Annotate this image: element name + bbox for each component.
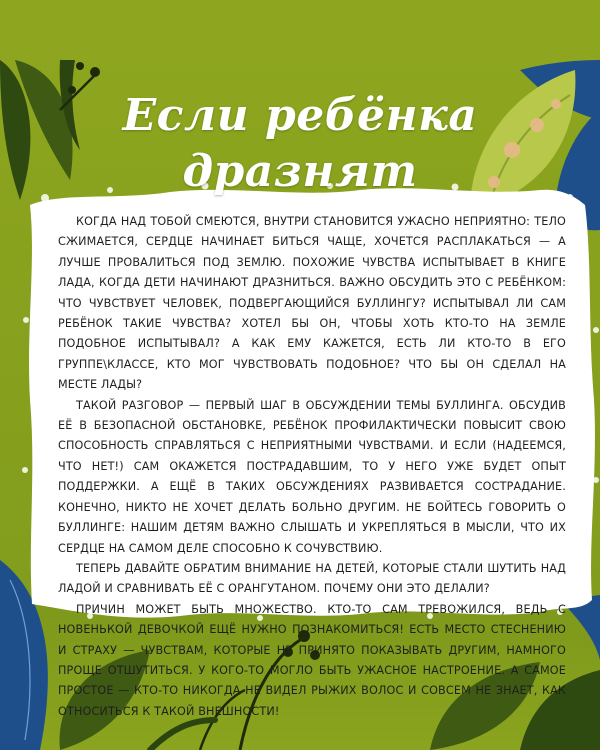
paragraph: КОГДА НАД ТОБОЙ СМЕЮТСЯ, ВНУТРИ СТАНОВИТСЯ УЖАСНО НЕПРИЯТНО: ТЕЛО СЖИМАЕТСЯ, СЕРДЦЕ НАЧИНАЕТ БИТЬСЯ ЧАЩЕ, ХОЧЕТСЯ РАСПЛАКАТЬСЯ — А ЛУЧШЕ ПРОВАЛИТЬСЯ ПОД ЗЕМЛЮ. ПОХОЖИЕ ЧУВСТВА ИСПЫТЫВАЕТ В КНИГЕ ЛАДА, КОГДА ДЕТИ НАЧИНАЮТ ДРАЗНИТЬСЯ. ВАЖНО ОБСУДИТЬ ЭТО С РЕБЁНКОМ: ЧТО ЧУВСТВУЕТ ЧЕЛОВЕК, ПОДВЕРГАЮЩИЙСЯ БУЛЛИНГУ? ИСПЫТЫВАЛ ЛИ САМ РЕБЁНОК ТАКИЕ ЧУВСТВА? ХОТЕЛ БЫ ОН, ЧТОБЫ ХОТЬ КТО-ТО НА ЗЕМЛЕ ПОДОБНОЕ ИСПЫТЫВАЛ? А КАК ЕМУ КАЖЕТСЯ, ЕСТЬ ЛИ КТО-ТО В ЕГО ГРУППЕ\КЛАССЕ, КТО МОГ ЧУВСТВОВАТЬ ПОДОБНОЕ? ЧТО БЫ ОН СДЕЛАЛ НА МЕСТЕ ЛАДЫ? [58,215,566,392]
paragraph: ТЕПЕРЬ ДАВАЙТЕ ОБРАТИМ ВНИМАНИЕ НА ДЕТЕЙ, КОТОРЫЕ СТАЛИ ШУТИТЬ НАД ЛАДОЙ И СРАВНИВАТЬ ЕЁ С ОРАНГУТАНОМ. ПОЧЕМУ ОНИ ЭТО ДЕЛАЛИ? [58,561,566,596]
page-title: Если ребёнка дразнят [122,90,478,197]
text-block [58,212,566,722]
paragraph: ПРИЧИН МОЖЕТ БЫТЬ МНОЖЕСТВО. КТО-ТО САМ ТРЕВОЖИЛСЯ, ВЕДЬ С НОВЕНЬКОЙ ДЕВОЧКОЙ ЕЩЁ НУЖНО ПОЗНАКОМИТЬСЯ! ЕСТЬ МЕСТО СТЕСНЕНИЮ И СТРАХУ — ЧУВСТВАМ, КОТОРЫЕ НЕ ПРИНЯТО ПОКАЗЫВАТЬ ДРУГИМ, НАМНОГО ПРОЩЕ ОТШУТИТЬСЯ. У КОГО-ТО МОГЛО БЫТЬ УЖАСНОЕ НАСТРОЕНИЕ. А САМОЕ ПРОСТОЕ — КТО-ТО НИКОГДА НЕ ВИДЕЛ РЫЖИХ ВОЛОС И СОВСЕМ НЕ ЗНАЕТ, КАК ОТНОСИТЬСЯ К ТАКОЙ ВНЕШНОСТИ! [58,602,566,718]
paragraph: ТАКОЙ РАЗГОВОР — ПЕРВЫЙ ШАГ В ОБСУЖДЕНИИ ТЕМЫ БУЛЛИНГА. ОБСУДИВ ЕЁ В БЕЗОПАСНОЙ ОБСТАНОВКЕ, РЕБЁНОК ПРОФИЛАКТИЧЕСКИ ПОВЫСИТ СВОЮ СПОСОБНОСТЬ СПРАВЛЯТЬСЯ С НЕПРИЯТНЫМИ ЧУВСТВАМИ. И ЕСЛИ (НАДЕЕМСЯ, ЧТО НЕТ!) САМ ОКАЖЕТСЯ ПОСТРАДАВШИМ, ТО У НЕГО УЖЕ БУДЕТ ОПЫТ ПОДДЕРЖКИ. А ЕЩЁ В ТАКИХ ОБСУЖДЕНИЯХ РАЗВИВАЕТСЯ СОСТРАДАНИЕ. КОНЕЧНО, НИКТО НЕ ХОЧЕТ ДЕЛАТЬ БОЛЬНО ДРУГИМ. НЕ БОЙТЕСЬ ГОВОРИТЬ О БУЛЛИНГЕ: НАШИМ ДЕТЯМ ВАЖНО СЛЫШАТЬ И УКРЕПЛЯТЬСЯ В МЫСЛИ, ЧТО ИХ СЕРДЦЕ НА САМОМ ДЕЛЕ СПОСОБНО К СОЧУВСТВИЮ. [58,398,566,555]
